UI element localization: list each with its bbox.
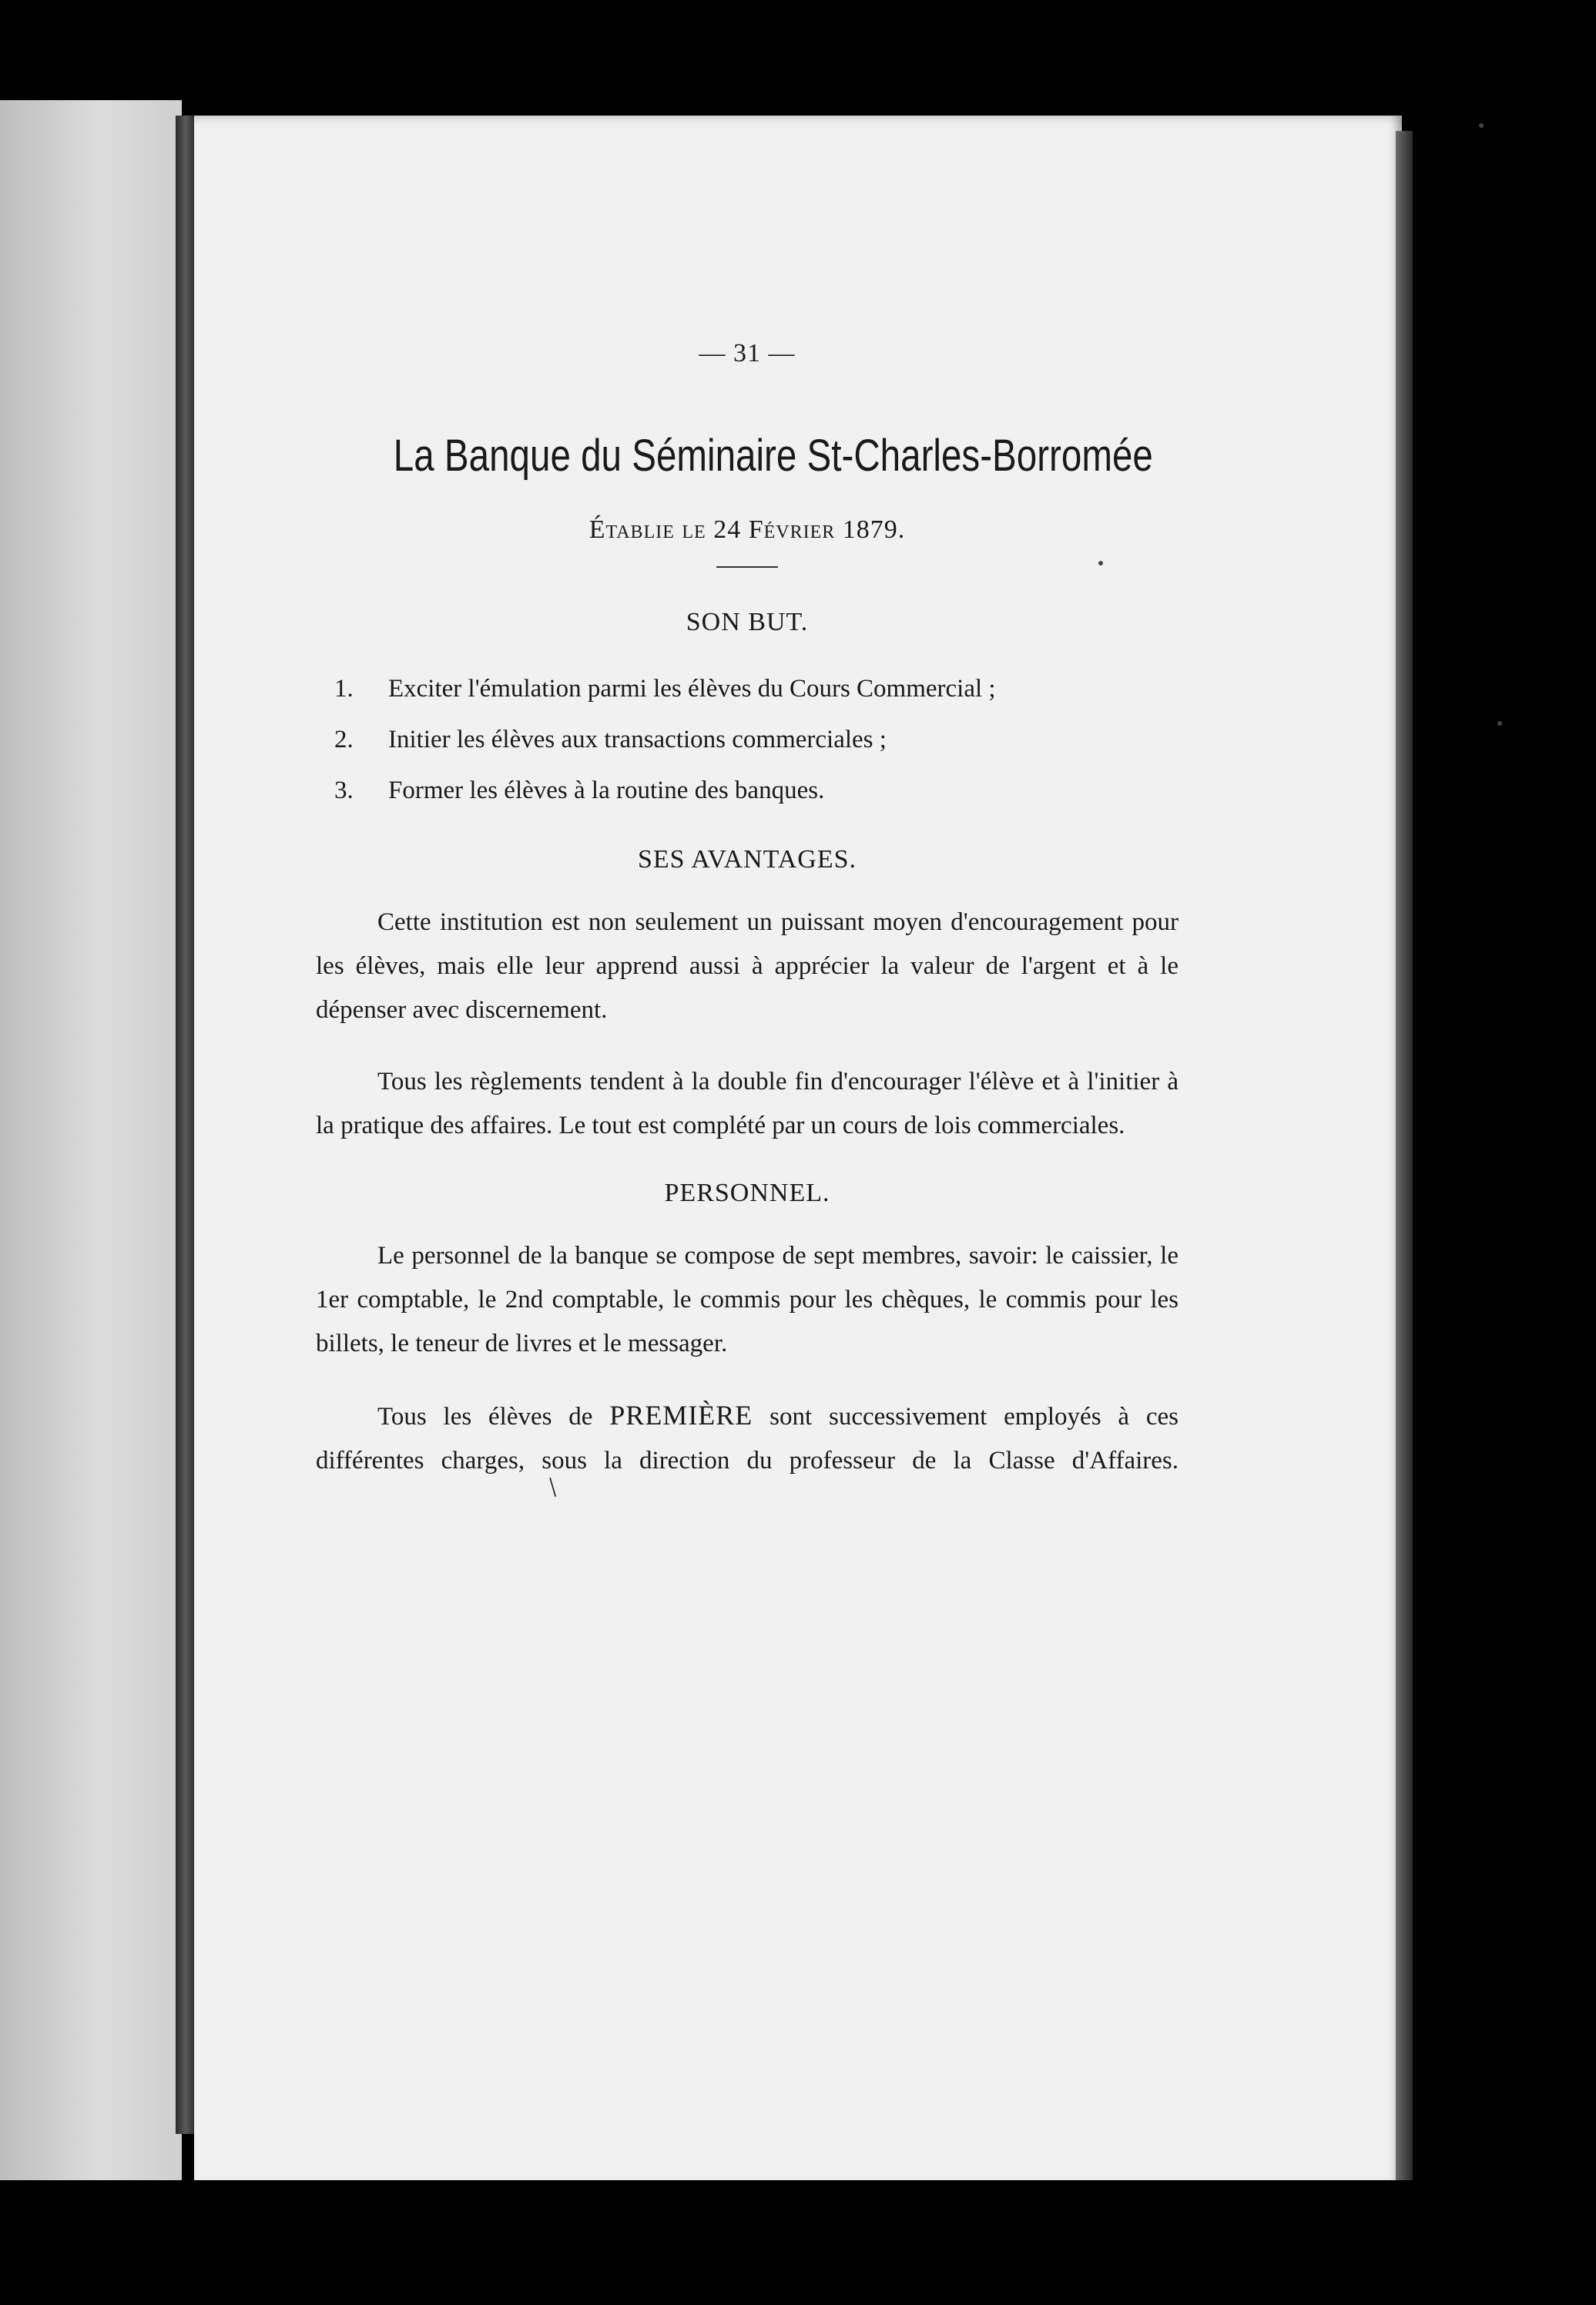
list-item-number: 1. [334, 675, 354, 703]
list-item-number: 2. [334, 726, 354, 753]
speck [1497, 721, 1502, 726]
book-gutter [176, 116, 196, 2134]
emphasized-word: PREMIÈRE [609, 1400, 753, 1431]
page-content [316, 339, 1179, 1556]
paragraph-avantages-1: Cette institution est non seulement un puissant moyen d'encouragement pour les élèves, mais elle leur apprend aussi à apprécier la valeur de l'argent et à le dépenser avec discernement. [316, 908, 1179, 1024]
section-heading-personnel: PERSONNEL. [664, 1179, 830, 1207]
list-item [316, 714, 1179, 765]
paragraph-personnel-1: Le personnel de la banque se compose de sept membres, savoir: le caissier, le 1er comptable, le 2nd comptable, le commis pour les chèques, le commis pour les billets, le teneur de livres et le messager. [316, 1242, 1179, 1357]
list-item-text: Former les élèves à la routine des banques. [388, 777, 825, 804]
paragraph-text: Tous les élèves de [377, 1403, 610, 1431]
goal-list [316, 663, 1179, 816]
page-number: — 31 — [699, 339, 796, 367]
speck [1479, 123, 1484, 128]
paragraph-personnel-2 [316, 1394, 1179, 1528]
list-item-text: Exciter l'émulation parmi les élèves du Cours Commercial ; [388, 675, 996, 703]
list-item [316, 765, 1179, 816]
paragraph-text: sont successivement employés à ces différentes charges, sous la direction du professeur de la Classe d'Affaires. [316, 1403, 1179, 1475]
facing-page [0, 100, 182, 2180]
page-title: La Banque du Séminaire St-Charles-Borromée [393, 431, 1153, 481]
list-item-number: 3. [334, 777, 354, 804]
divider-rule [716, 566, 778, 568]
list-item [316, 663, 1179, 714]
paragraph-avantages-2: Tous les règlements tendent à la double fin d'encourager l'élève et à l'initier à la pratique des affaires. Le tout est complété par un cours de lois commerciales. [316, 1068, 1179, 1139]
section-heading-avantages: SES AVANTAGES. [638, 845, 857, 874]
section-heading-but: SON BUT. [686, 608, 809, 636]
page-edge [1396, 131, 1413, 2180]
list-item-text: Initier les élèves aux transactions commerciales ; [388, 726, 887, 753]
page-subtitle: Établie le 24 Février 1879. [588, 515, 906, 544]
pen-mark: / [540, 1471, 565, 1502]
